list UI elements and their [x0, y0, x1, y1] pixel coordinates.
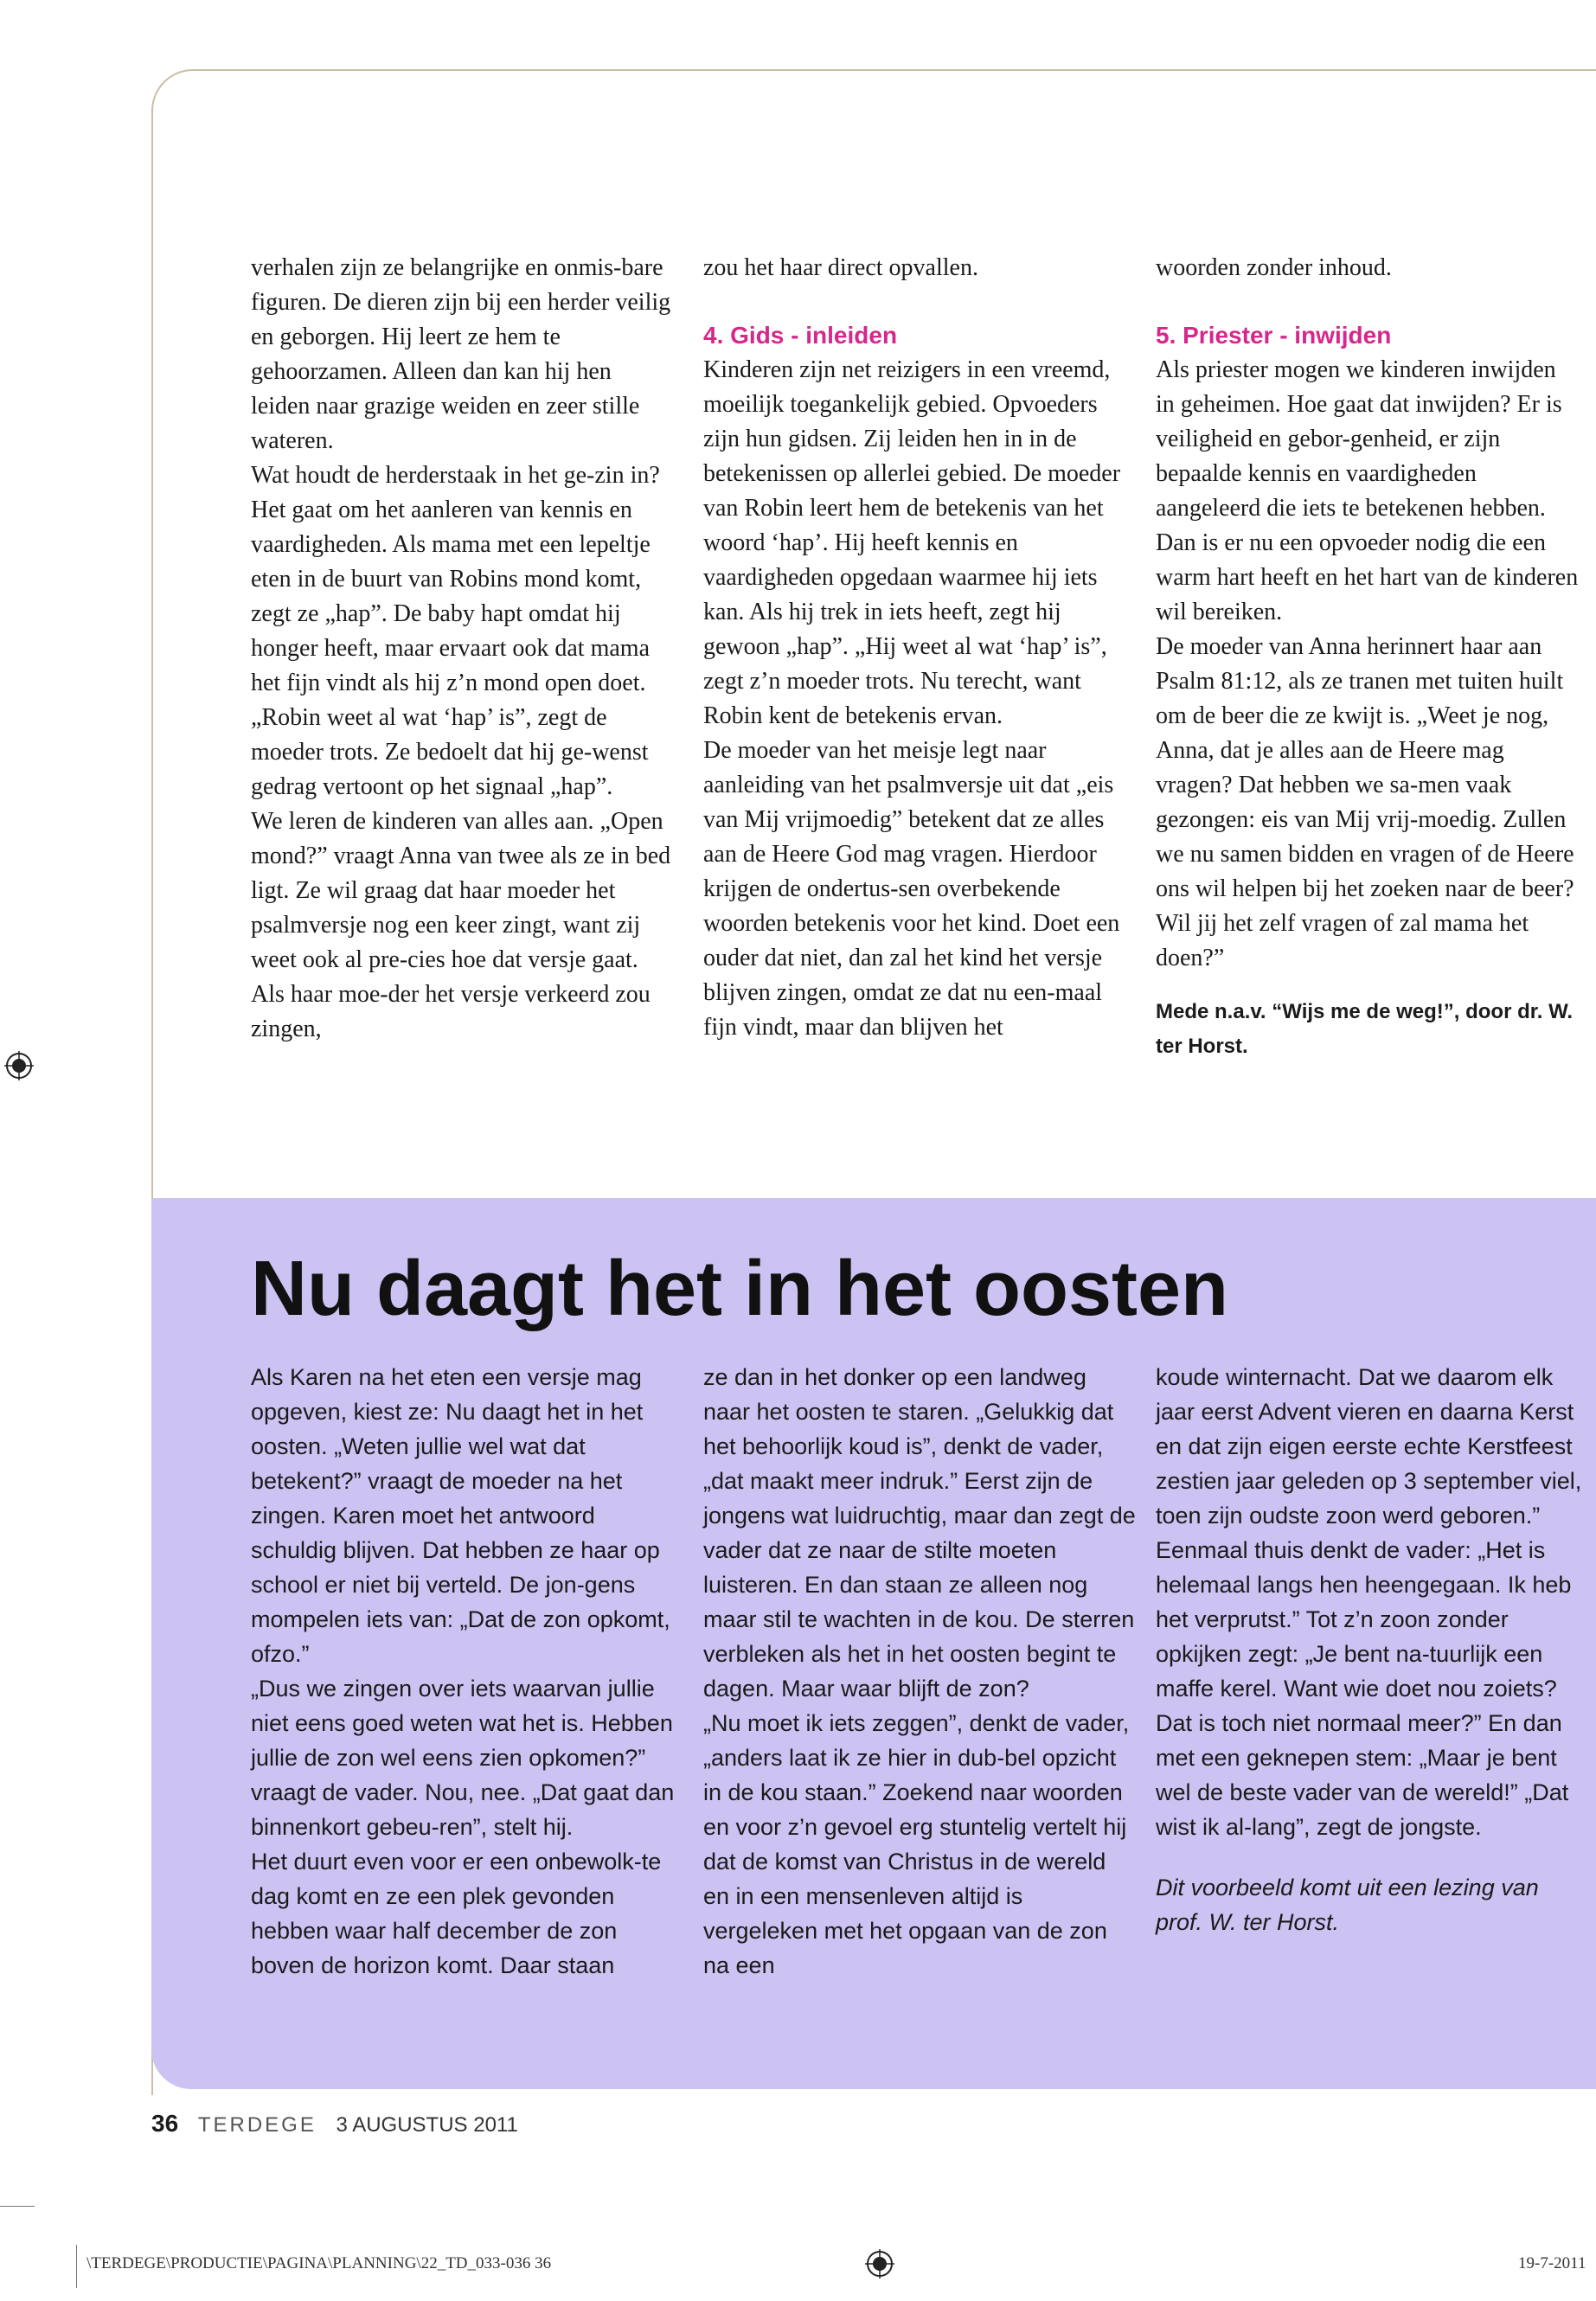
paragraph: Het duurt even voor er een onbewolk-te dag komt en ze een plek gevonden hebben waar half december de zon boven de horizon komt. Daar staan: [251, 1849, 662, 1978]
paragraph: We leren de kinderen van alles aan. „Open mond?” vraagt Anna van twee als ze in bed ligt. Ze wil graag dat haar moeder het psalmversje nog een keer zingt, want zij weet ook al pre-cies hoe dat versje gaat. Als haar moe-der het versje verkeerd zou zingen,: [251, 808, 671, 1042]
article2-column-1: [251, 1360, 683, 1983]
print-slug-path: \TERDEGE\PRODUCTIE\PAGINA\PLANNING\22_TD_033-036 36: [87, 2254, 552, 2272]
magazine-name: TERDEGE: [197, 2113, 317, 2137]
crop-mark: [76, 2245, 77, 2288]
paragraph: Als priester mogen we kinderen inwijden in geheimen. Hoe gaat dat inwijden? Er is veiligheid en gebor-genheid, er zijn bepaalde kennis en vaardigheden aangeleerd die iets te betekenen hebben. Dan is er nu een opvoeder nodig die een warm hart heeft en het hart van de kinderen wil bereiken.: [1156, 356, 1579, 625]
paragraph: Als Karen na het eten een versje mag opgeven, kiest ze: Nu daagt het in het oosten. „Weten jullie wel wat dat betekent?” vraagt de moeder na het zingen. Karen moet het antwoord schuldig blijven. Dat hebben ze haar op school er niet bij verteld. De jon-gens mompelen iets van: „Dat de zon opkomt, ofzo.”: [251, 1364, 670, 1667]
paragraph: „Dus we zingen over iets waarvan jullie niet eens goed weten wat het is. Hebben jullie de zon wel eens zien opkomen?” vraagt de vader. Nou, nee. „Dat gaat dan binnenkort gebeu-ren”, stelt hij.: [251, 1676, 675, 1840]
paragraph: „Nu moet ik iets zeggen”, denkt de vader, „anders laat ik ze hier in dub-bel opzicht in de kou staan.” Zoekend naar woorden en voor z’n gevoel erg stuntelig vertelt hij dat de komst van Christus in de wereld en in een mensenleven altijd is vergeleken met het opgaan van de zon na een: [703, 1710, 1130, 1978]
source-note: Dit voorbeeld komt uit een lezing van prof. W. ter Horst.: [1156, 1875, 1539, 1935]
paragraph: verhalen zijn ze belangrijke en onmis-bare figuren. De dieren zijn bij een herder veilig en geborgen. Hij leert ze hem te gehoorzamen. Alleen dan kan hij hen leiden naar grazige weiden en zeer stille wateren.: [251, 254, 671, 454]
section-heading-gids: 4. Gids - inleiden: [703, 322, 898, 349]
article1-column-2: [703, 251, 1127, 1045]
article-headline: Nu daagt het in het oosten: [251, 1246, 1229, 1332]
article1-column-1: [251, 251, 675, 1047]
page-number: 36: [151, 2110, 179, 2137]
page-footer: [151, 2109, 518, 2140]
paragraph: De moeder van Anna herinnert haar aan Psalm 81:12, als ze tranen met tuiten huilt om de beer die ze kwijt is. „Weet je nog, Anna, dat je alles aan de Heere mag vragen? Dat hebben we sa-men vaak gezongen: eis van Mij vrij-moedig. Zullen we nu samen bidden en vragen of de Heere ons wil helpen bij het zoeken naar de beer? Wil jij het zelf vragen of zal mama het doen?”: [1156, 633, 1574, 971]
article2-column-3: [1156, 1360, 1588, 1939]
registration-mark-icon: [4, 1051, 34, 1080]
issue-date: 3 AUGUSTUS 2011: [336, 2113, 518, 2137]
registration-mark-icon: [865, 2249, 894, 2279]
article2-column-2: [703, 1360, 1136, 1983]
paragraph: koude winternacht. Dat we daarom elk jaar eerst Advent vieren en daarna Kerst en dat zijn eigen eerste echte Kerstfeest zestien jaar geleden op 3 september viel, toen zijn oudste zoon werd geboren.”: [1156, 1364, 1582, 1529]
paragraph: Kinderen zijn net reizigers in een vreemd, moeilijk toegankelijk gebied. Opvoeders zijn hun gidsen. Zij leiden hen in in de betekenissen op allerlei gebied. De moeder van Robin leert hem de betekenis van het woord ‘hap’. Hij heeft kennis en vaardigheden opgedaan waarmee hij iets kan. Als hij trek in iets heeft, zegt hij gewoon „hap”. „Hij weet al wat ‘hap’ is”, zegt z’n moeder trots. Nu terecht, want Robin kent de betekenis ervan.: [703, 356, 1121, 729]
paragraph: ze dan in het donker op een landweg naar het oosten te staren. „Gelukkig dat het behoorlijk koud is”, denkt de vader, „dat maakt meer indruk.” Eerst zijn de jongens wat luidruchtig, maar dan zegt de vader dat ze naar de stilte moeten luisteren. En dan staan ze alleen nog maar stil te wachten in de kou. De sterren verbleken als het in het oosten begint te dagen. Maar waar blijft de zon?: [703, 1364, 1136, 1702]
section-heading-priester: 5. Priester - inwijden: [1156, 322, 1392, 349]
print-slug-date: 19-7-2011: [1518, 2254, 1586, 2272]
paragraph: woorden zonder inhoud.: [1156, 254, 1392, 281]
paragraph: zou het haar direct opvallen.: [703, 254, 978, 281]
article-credit: Mede n.a.v. “Wijs me de weg!”, door dr. W. ter Horst.: [1156, 1000, 1574, 1058]
paragraph: Eenmaal thuis denkt de vader: „Het is helemaal langs hen heengegaan. Ik heb het verprutst.” Tot z’n zoon zonder opkijken zegt: „Je bent na-tuurlijk een maffe kerel. Want wie doet nou zoiets? Dat is toch niet normaal meer?” En dan met een geknepen stem: „Maar je bent wel de beste vader van de wereld!” „Dat wist ik al-lang”, zegt de jongste.: [1156, 1537, 1572, 1840]
paragraph: De moeder van het meisje legt naar aanleiding van het psalmversje uit dat „eis van Mij vrijmoedig” betekent dat ze alles aan de Heere God mag vragen. Hierdoor krijgen de ondertus-sen overbekende woorden betekenis voor het kind. Doet een ouder dat niet, dan zal het kind het versje blijven zingen, omdat ze dat nu een-maal fijn vindt, maar dan blijven het: [703, 737, 1120, 1041]
article1-column-3: [1156, 251, 1580, 1064]
paragraph: Wat houdt de herderstaak in het ge-zin in? Het gaat om het aanleren van kennis en vaardigheden. Als mama met een lepeltje eten in de buurt van Robins mond komt, zegt ze „hap”. De baby hapt omdat hij honger heeft, maar ervaart ook dat mama het fijn vindt als hij z’n mond open doet. „Robin weet al wat ‘hap’ is”, zegt de moeder trots. Ze bedoelt dat hij ge-wenst gedrag vertoont op het signaal „hap”.: [251, 462, 660, 800]
crop-mark: [0, 2206, 35, 2207]
